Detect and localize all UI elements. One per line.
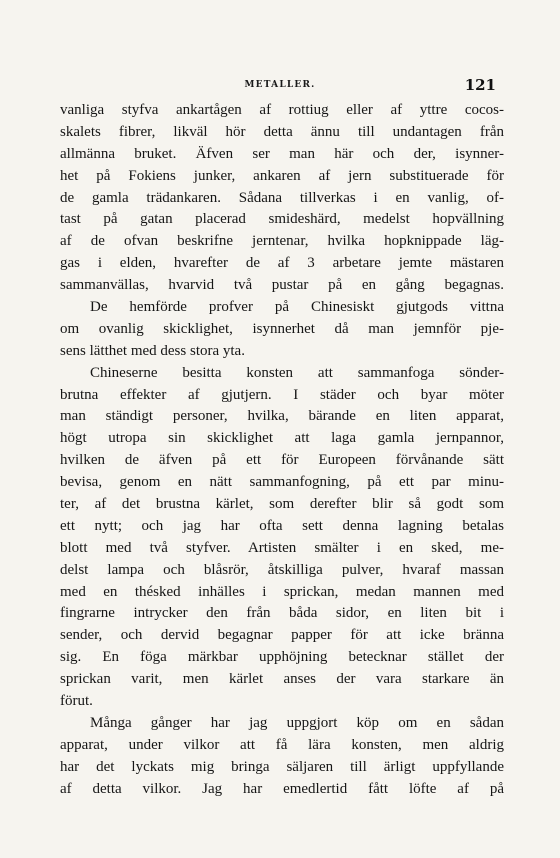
text-line: De hemförde profver på Chinesiskt gjutgods vittna: [90, 299, 504, 316]
text-line: sig. En föga märkbar upphöjning betecknar stället der: [60, 649, 504, 666]
text-line: sens lätthet med dess stora yta.: [60, 342, 245, 359]
text-line: Många gånger har jag uppgjort köp om en sådan: [90, 714, 504, 731]
text-line: förut.: [60, 693, 93, 710]
text-line: sprickan varit, men kärlet anses der vara starkare än: [60, 671, 504, 688]
text-line: sammanvällas, hvarvid två pustar på en gång begagnas.: [60, 277, 504, 294]
text-line: blott med två styfver. Artisten smälter i en sked, me-: [60, 539, 504, 556]
text-line: allmänna bruket. Äfven ser man här och der, isynner-: [60, 145, 504, 162]
body-text: [60, 100, 504, 801]
text-line: sender, och dervid begagnar papper för att icke bränna: [60, 627, 504, 644]
text-line: apparat, under vilkor att få lära konsten, men aldrig: [60, 736, 504, 753]
text-line: skalets fibrer, likväl hör detta ännu till undantagen från: [60, 123, 504, 140]
page-header: [60, 78, 500, 98]
text-line: vanliga styfva ankartågen af rottiug eller af yttre cocos-: [60, 102, 504, 118]
text-line: brutna effekter af gjutjern. I städer och byar möter: [60, 386, 504, 403]
text-line: fingrarne intrycker den från båda sidor, en liten bit i: [60, 605, 504, 622]
text-line: af detta vilkor. Jag har emedlertid fått löfte af på: [60, 780, 504, 797]
text-line: delst lampa och blåsrör, åtskilliga pulver, hvaraf massan: [60, 561, 504, 578]
text-line: de gamla trädankaren. Sådana tillverkas i en vanlig, of-: [60, 189, 504, 206]
text-line: har det lyckats mig bringa säljaren till ärligt uppfyllande: [60, 758, 504, 775]
text-line: ter, af det brustna kärlet, som derefter blir så godt som: [60, 496, 504, 513]
text-line: om ovanlig skicklighet, isynnerhet då man jemnför pje-: [60, 320, 504, 337]
text-line: het på Fokiens junker, ankaren af jern substituerade för: [60, 167, 504, 184]
text-line: ett nytt; och jag har ofta sett denna lagning betalas: [60, 517, 504, 534]
text-line: bevisa, genom en nätt sammanfogning, på ett par minu-: [60, 474, 504, 491]
text-line: Chineserne besitta konsten att sammanfoga sönder-: [90, 364, 504, 381]
text-line: gas i elden, hvarefter de af 3 arbetare jemte mästaren: [60, 255, 504, 272]
page-number: 121: [464, 76, 496, 94]
text-line: hvilken de äfven på ett för Europeen förvånande sätt: [60, 452, 504, 469]
running-head: METALLER.: [244, 80, 316, 90]
text-line: tast på gatan placerad smideshärd, medelst hopvällning: [60, 211, 504, 228]
text-line: högt utropa sin skicklighet att laga gamla jernpannor,: [60, 430, 504, 447]
text-line: man ständigt personer, hvilka, bärande en liten apparat,: [60, 408, 504, 425]
text-line: med en thésked inhälles i sprickan, medan mannen med: [60, 583, 504, 600]
text-line: af de ofvan beskrifne jerntenar, hvilka hopknippade läg-: [60, 233, 504, 250]
